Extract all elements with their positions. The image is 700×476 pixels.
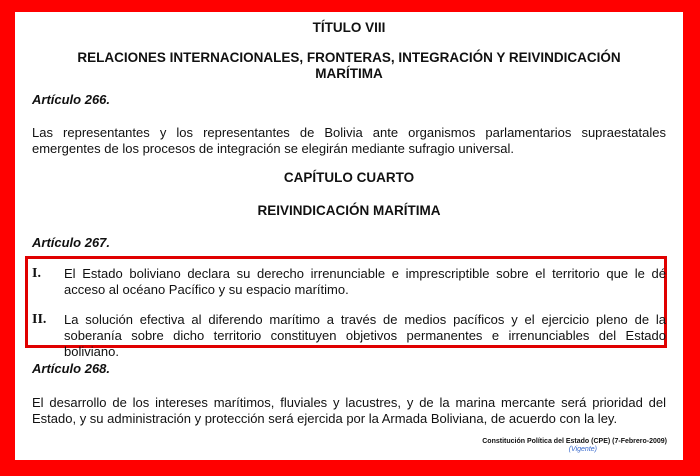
document-page bbox=[15, 12, 683, 460]
article-268-text: El desarrollo de los intereses marítimos, fluviales y lacustres, y de la marina mercante será prioridad del Estado, y su administración y protección será ejercida por la Armada Boliviana, de acuerdo con la ley. bbox=[32, 395, 666, 426]
article-267-item-2 bbox=[32, 312, 666, 359]
footer-source: Constitución Política del Estado (CPE) (7-Febrero-2009) bbox=[482, 438, 667, 445]
article-266-label: Artículo 266. bbox=[32, 92, 111, 107]
footer bbox=[482, 438, 667, 454]
article-268-label: Artículo 268. bbox=[32, 361, 111, 376]
chapter-name-heading: REIVINDICACIÓN MARÍTIMA bbox=[257, 203, 441, 218]
title-name-heading: RELACIONES INTERNACIONALES, FRONTERAS, INTEGRACIÓN Y REIVINDICACIÓN MARÍTIMA bbox=[77, 50, 621, 81]
chapter-heading: CAPÍTULO CUARTO bbox=[283, 170, 415, 185]
item-number: II. bbox=[32, 312, 47, 327]
article-267-label: Artículo 267. bbox=[32, 235, 111, 250]
footer-status: (Vigente) bbox=[568, 446, 597, 453]
item-text: El Estado boliviano declara su derecho irrenunciable e imprescriptible sobre el territorio que le dé acceso al océano Pacífico y su espacio marítimo. bbox=[64, 266, 666, 297]
article-267-item-1 bbox=[32, 266, 666, 300]
title-heading: TÍTULO VIII bbox=[312, 20, 386, 35]
article-266-text: Las representantes y los representantes de Bolivia ante organismos parlamentarios supraestatales emergentes de los procesos de integración se elegirán mediante sufragio universal. bbox=[32, 125, 666, 156]
item-number: I. bbox=[32, 266, 41, 281]
item-text: La solución efectiva al diferendo marítimo a través de medios pacíficos y el ejercicio pleno de la soberanía sobre dicho territorio constituyen objetivos permanentes e irrenunciables del Estado boliviano. bbox=[64, 312, 666, 359]
